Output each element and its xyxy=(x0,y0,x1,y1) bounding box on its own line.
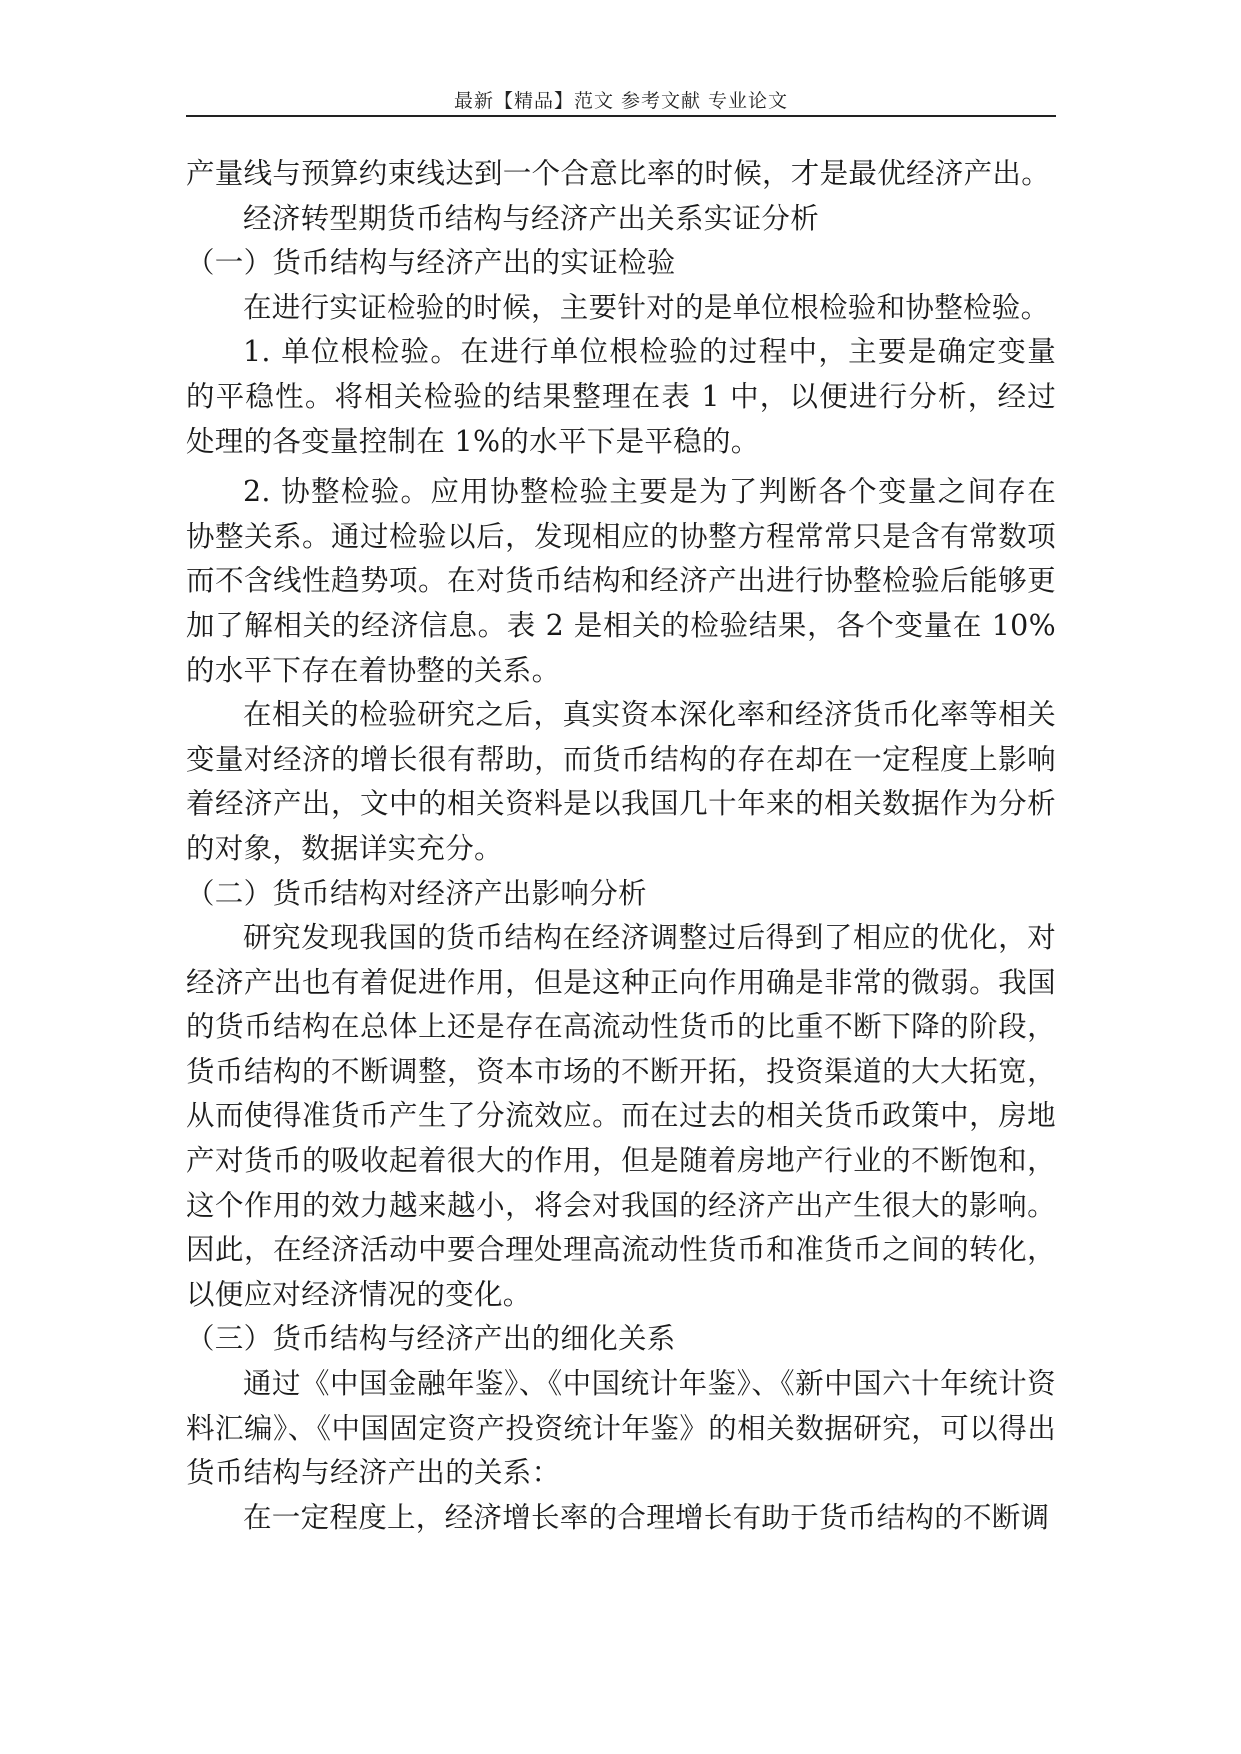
section-heading: 经济转型期货币结构与经济产出关系实证分析 xyxy=(243,201,820,235)
paragraph-continuation: 产量线与预算约束线达到一个合意比率的时候，才是最优经济产出。 xyxy=(186,157,1051,190)
subsection-heading-1: （一）货币结构与经济产出的实证检验 xyxy=(186,246,676,280)
paragraph-impact: 研究发现我国的货币结构在经济调整过后得到了相应的优化，对经济产出也有着促进作用，但是这种正向作用确是非常的微弱。我国的货币结构在总体上还是存在高流动性货币的比重不断下降的阶段，货币结构的不断调整，资本市场的不断开拓，投资渠道的大大拓宽，从而使得准货币产生了分流效应。而在过去的相关货币政策中，房地产对货币的吸收起着很大的作用，但是随着房地产行业的不断饱和，这个作用的效力越来越小，将会对我国的经济产出产生很大的影响。因此，在经济活动中要合理处理高流动性货币和准货币之间的转化，以便应对经济情况的变化。 xyxy=(186,921,1056,1311)
subsection-heading-3: （三）货币结构与经济产出的细化关系 xyxy=(186,1322,676,1356)
header-divider xyxy=(186,115,1056,117)
paragraph-cointegration: 2. 协整检验。应用协整检验主要是为了判断各个变量之间存在协整关系。通过检验以后，发现相应的协整方程常常只是含有常数项而不含线性趋势项。在对货币结构和经济产出进行协整检验后能够更加了解相关的经济信息。表 2 是相关的检验结果，各个变量在 10%的水平下存在着协整的关系。 xyxy=(186,475,1056,687)
paragraph-intro: 在进行实证检验的时候，主要针对的是单位根检验和协整检验。 xyxy=(243,290,1050,324)
document-body xyxy=(186,152,1056,1540)
paragraph-growth: 在一定程度上，经济增长率的合理增长有助于货币结构的不断调 xyxy=(243,1500,1050,1534)
page-header: 最新【精品】范文 参考文献 专业论文 xyxy=(453,90,789,112)
subsection-heading-2: （二）货币结构对经济产出影响分析 xyxy=(186,876,647,910)
paragraph-sources: 通过《中国金融年鉴》、《中国统计年鉴》、《新中国六十年统计资料汇编》、《中国固定资产投资统计年鉴》的相关数据研究，可以得出货币结构与经济产出的关系： xyxy=(186,1367,1056,1490)
paragraph-unit-root: 1. 单位根检验。在进行单位根检验的过程中，主要是确定变量的平稳性。将相关检验的结果整理在表 1 中，以便进行分析，经过处理的各变量控制在 1%的水平下是平稳的。 xyxy=(186,335,1056,458)
paragraph-analysis: 在相关的检验研究之后，真实资本深化率和经济货币化率等相关变量对经济的增长很有帮助，而货币结构的存在却在一定程度上影响着经济产出，文中的相关资料是以我国几十年来的相关数据作为分析的对象，数据详实充分。 xyxy=(186,698,1056,865)
